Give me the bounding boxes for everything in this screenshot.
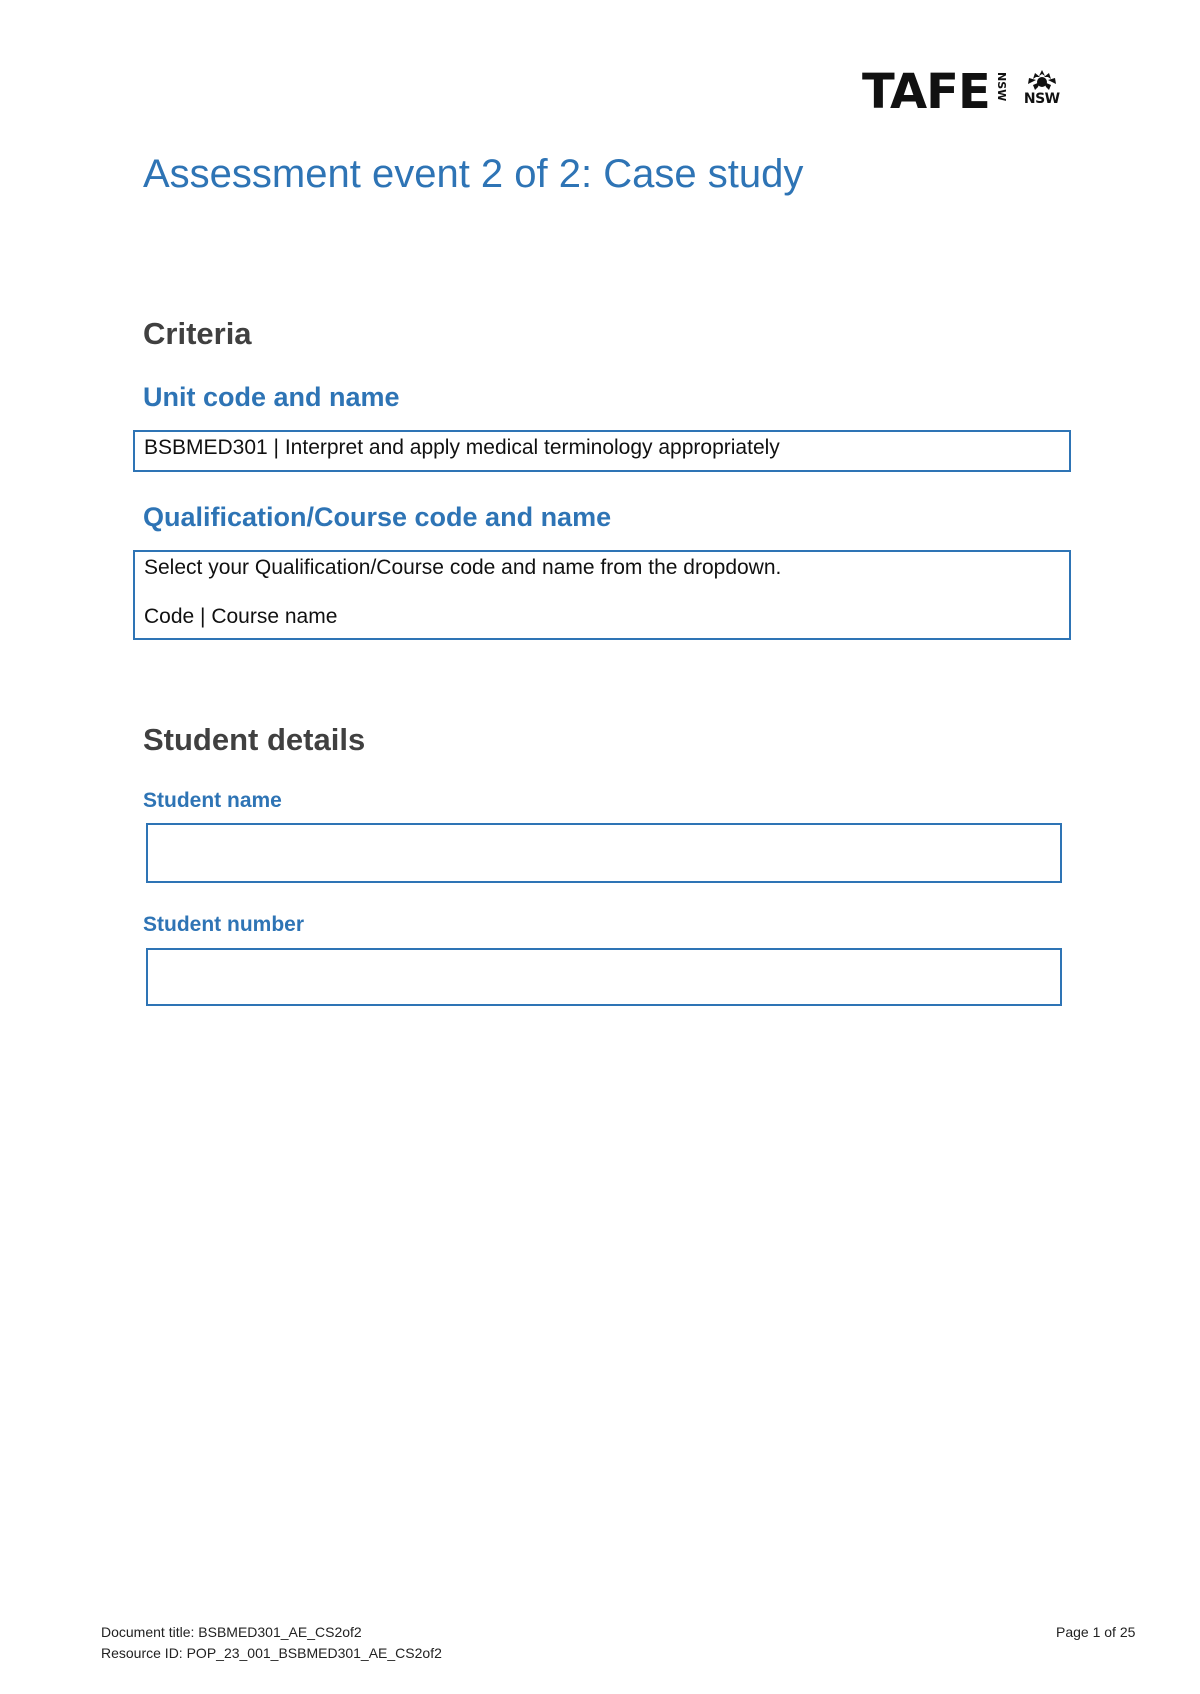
footer-page-number: Page 1 of 25	[1056, 1624, 1136, 1640]
footer-resource-id: Resource ID: POP_23_001_BSBMED301_AE_CS2of2	[101, 1645, 442, 1661]
tafe-nsw-logo	[862, 64, 1061, 120]
footer-document-info	[101, 1622, 442, 1664]
logo-tafe-text: TAFE	[862, 64, 990, 120]
student-name-field[interactable]	[146, 823, 1062, 883]
logo-nsw-vertical-text: NSW	[994, 72, 1008, 102]
waratah-icon	[1023, 68, 1061, 92]
footer-document-title: Document title: BSBMED301_AE_CS2of2	[101, 1624, 362, 1640]
unit-code-label: Unit code and name	[143, 382, 400, 412]
student-number-label: Student number	[143, 913, 304, 936]
student-number-field[interactable]	[146, 948, 1062, 1006]
qualification-box	[133, 550, 1071, 640]
qualification-dropdown[interactable]: Code | Course name	[144, 605, 338, 628]
criteria-heading: Criteria	[143, 316, 252, 351]
unit-code-box	[133, 430, 1071, 472]
student-details-heading: Student details	[143, 722, 366, 757]
page-title: Assessment event 2 of 2: Case study	[143, 152, 804, 196]
student-name-label: Student name	[143, 789, 282, 812]
unit-code-value: BSBMED301 | Interpret and apply medical terminology appropriately	[144, 436, 780, 459]
nsw-government-logo	[1023, 68, 1061, 106]
qualification-label: Qualification/Course code and name	[143, 502, 612, 532]
logo-nsw-text: NSW	[1023, 91, 1060, 107]
qualification-instruction: Select your Qualification/Course code and name from the dropdown.	[144, 556, 782, 579]
